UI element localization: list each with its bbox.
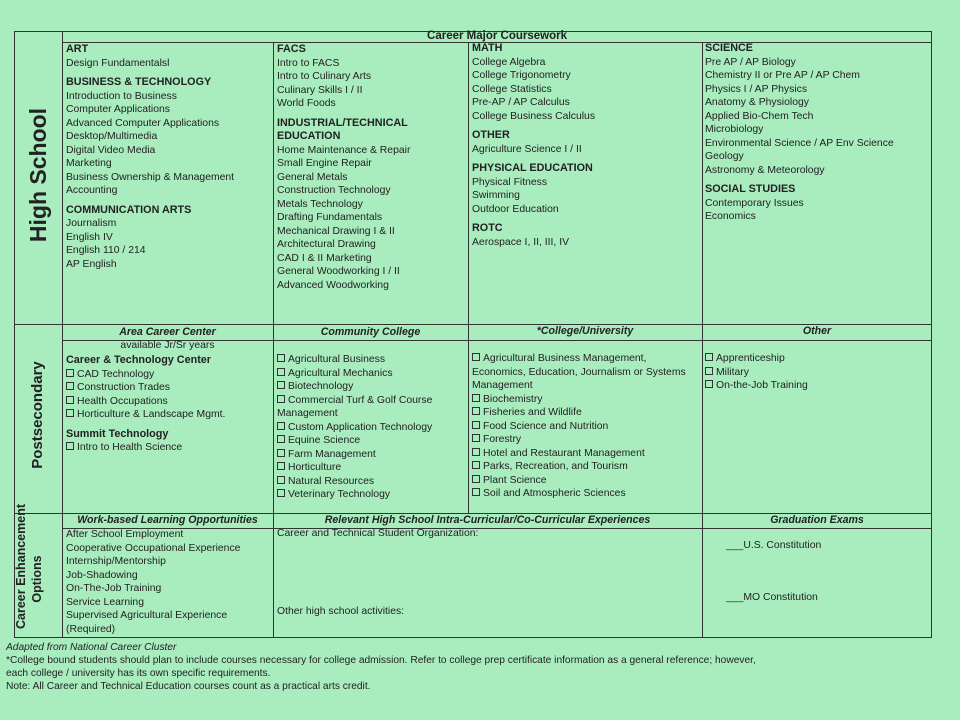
checklist-item (705, 366, 808, 380)
checklist-item (277, 421, 432, 435)
list-item: Anatomy & Physiology (705, 97, 809, 108)
list-item: Management (472, 380, 533, 391)
checkbox-icon (277, 435, 285, 443)
category-heading: SOCIAL STUDIES (705, 183, 796, 195)
header-community-college: Community College (320, 326, 421, 338)
checklist-item (66, 381, 225, 395)
checklist-item-label: Agricultural Business Management, (483, 353, 647, 364)
postsecondary-label: Postsecondary (29, 361, 46, 469)
list-item: Swimming (472, 190, 520, 201)
list-item: Accounting (66, 185, 118, 196)
list-item: Contemporary Issues (705, 197, 804, 209)
checkbox-icon (472, 461, 480, 469)
list-item: English IV (66, 231, 113, 243)
list-item: Aerospace I, II, III, IV (472, 236, 570, 248)
hs-col-math-other-pe-rotc (472, 42, 595, 249)
checkbox-icon (66, 396, 74, 404)
checkbox-icon (472, 353, 480, 361)
work-based-list (66, 528, 240, 636)
checklist-item-label: Horticulture (288, 462, 342, 473)
checklist-item (277, 367, 432, 381)
checklist-item-label: Hotel and Restaurant Management (483, 447, 645, 459)
checklist-item (472, 420, 686, 434)
list-item: Supervised Agricultural Experience (66, 610, 228, 621)
ps-col-area-career (66, 354, 225, 455)
ps-col-other (705, 352, 808, 393)
checklist-item-label: Equine Science (288, 435, 361, 446)
checklist-item (472, 433, 686, 447)
checklist-item (277, 394, 432, 408)
list-item: World Foods (277, 98, 336, 109)
category-heading: FACS (277, 43, 306, 55)
checklist-item-label: On-the-Job Training (716, 380, 808, 391)
category-heading: INDUSTRIAL/TECHNICAL (277, 116, 408, 129)
category-heading: BUSINESS & TECHNOLOGY (66, 76, 212, 88)
checklist-item-label: Soil and Atmospheric Sciences (483, 488, 626, 499)
checklist-item (66, 395, 225, 409)
hs-col-facs-industrial (277, 43, 410, 292)
checklist-item (472, 352, 686, 366)
checkbox-icon (66, 382, 74, 390)
list-item: After School Employment (66, 529, 184, 540)
list-item: Management (277, 408, 338, 419)
list-item: Pre AP / AP Biology (705, 56, 796, 68)
checklist-item-label: Military (716, 366, 749, 378)
checkbox-icon (277, 489, 285, 497)
checklist-item-label: CAD Technology (77, 368, 155, 380)
list-item: Metals Technology (277, 198, 363, 210)
header-college-university: *College/University (536, 325, 634, 337)
header-area-career-center: Area Career Center (119, 326, 216, 338)
note-practical-arts: Note: All Career and Technical Education courses count as a practical arts credit. (6, 681, 371, 692)
list-item: Economics, Education, Journalism or Systems (472, 366, 686, 378)
list-item: Advanced Woodworking (277, 279, 389, 291)
checklist-item (705, 352, 808, 366)
high-school-label: High School (25, 107, 51, 243)
career-enhancement-line1: Career Enhancement (14, 503, 28, 629)
list-item: Physics I / AP Physics (705, 83, 808, 95)
checklist-item-label: Forestry (483, 434, 522, 445)
header-relevant-experiences: Relevant High School Intra-Curricular/Co-Curricular Experiences (324, 514, 651, 526)
list-item: Desktop/Multimedia (66, 131, 158, 142)
list-item: Internship/Mentorship (66, 556, 166, 567)
list-item: Chemistry II or Pre AP / AP Chem (705, 70, 860, 81)
category-heading: Career & Technology Center (66, 354, 211, 366)
list-item: Job-Shadowing (66, 569, 138, 581)
checklist-item-label: Health Occupations (77, 395, 168, 407)
checklist-item (66, 368, 225, 382)
checkbox-icon (277, 354, 285, 362)
checklist-item-label: Agricultural Mechanics (288, 367, 393, 379)
category-heading: SCIENCE (705, 42, 753, 54)
list-item: Home Maintenance & Repair (277, 144, 411, 156)
checkbox-icon (66, 369, 74, 377)
checkbox-icon (472, 448, 480, 456)
category-heading: ART (66, 43, 89, 55)
checkbox-icon (472, 488, 480, 496)
checkbox-icon (472, 434, 480, 442)
career-enhancement-line2: Options (30, 555, 44, 603)
note-requirements: each college / university has its own specific requirements. (6, 668, 271, 679)
list-item: AP English (66, 258, 117, 270)
ps-col-community-college (277, 353, 432, 502)
note-college-bound: *College bound students should plan to include courses necessary for college admission. Refer to college prep certificate information as a general reference; however, (6, 655, 756, 666)
checkbox-icon (472, 394, 480, 402)
list-item: Business Ownership & Management (66, 171, 235, 183)
checklist-item (472, 487, 686, 501)
checklist-item-label: Biochemistry (483, 393, 543, 405)
list-item: Geology (705, 151, 744, 162)
list-item: Marketing (66, 158, 112, 169)
category-heading: MATH (472, 42, 503, 54)
category-heading: Summit Technology (66, 427, 169, 440)
list-item: College Business Calculus (472, 110, 596, 122)
list-item: Architectural Drawing (277, 239, 376, 250)
category-heading: PHYSICAL EDUCATION (472, 162, 593, 174)
list-item: Intro to FACS (277, 57, 340, 69)
checklist-item-label: Biotechnology (288, 381, 354, 392)
checklist-item (277, 434, 432, 448)
header-graduation-exams: Graduation Exams (770, 514, 864, 526)
checkbox-icon (705, 380, 713, 388)
us-constitution-exam: ___U.S. Constitution (726, 540, 822, 551)
cso-label: Career and Technical Student Organization: (277, 528, 479, 539)
list-item: Applied Bio-Chem Tech (705, 110, 814, 122)
list-item: Advanced Computer Applications (66, 117, 220, 129)
list-item: Physical Fitness (472, 176, 548, 188)
checklist-item-label: Apprenticeship (716, 353, 785, 364)
list-item: Culinary Skills I / II (277, 84, 363, 96)
list-item: CAD I & II Marketing (277, 252, 372, 264)
col-divider (273, 42, 274, 513)
checklist-item (472, 406, 686, 420)
checklist-item (66, 408, 225, 422)
list-item: Introduction to Business (66, 90, 177, 102)
checkbox-icon (705, 353, 713, 361)
checkbox-icon (277, 381, 285, 389)
checkbox-icon (472, 407, 480, 415)
checklist-item-label: Farm Management (288, 448, 376, 460)
checklist-item (472, 447, 686, 461)
checklist-item (472, 393, 686, 407)
list-item: Economics (705, 211, 756, 222)
checklist-item (277, 380, 432, 394)
list-item: On-The-Job Training (66, 583, 162, 594)
checklist-item (472, 474, 686, 488)
list-item: Intro to Culinary Arts (277, 71, 372, 82)
list-item: College Trigonometry (472, 70, 571, 81)
hs-col-science-social (705, 42, 894, 224)
mo-constitution-exam: ___MO Constitution (726, 592, 818, 603)
checkbox-icon (277, 449, 285, 457)
checkbox-icon (472, 475, 480, 483)
list-item: Construction Technology (277, 185, 391, 196)
category-heading: EDUCATION (277, 130, 341, 142)
checklist-item-label: Plant Science (483, 474, 547, 486)
header-work-based-learning: Work-based Learning Opportunities (77, 514, 258, 526)
category-heading: COMMUNICATION ARTS (66, 203, 192, 216)
list-item: Mechanical Drawing I & II (277, 225, 395, 237)
list-item: Pre-AP / AP Calculus (472, 97, 570, 108)
checklist-item-label: Custom Application Technology (288, 421, 433, 433)
list-item: Agriculture Science I / II (472, 143, 582, 155)
checkbox-icon (66, 442, 74, 450)
checkbox-icon (277, 395, 285, 403)
note-source: Adapted from National Career Cluster (6, 642, 177, 653)
col-divider (702, 42, 703, 513)
checklist-item (66, 441, 225, 455)
checkbox-icon (277, 422, 285, 430)
col-divider (273, 513, 274, 638)
checklist-item (472, 460, 686, 474)
other-activities-label: Other high school activities: (277, 606, 405, 617)
checklist-item-label: Fisheries and Wildlife (483, 407, 582, 418)
list-item: Journalism (66, 218, 117, 229)
list-item: Microbiology (705, 124, 764, 135)
col-divider (702, 513, 703, 638)
hs-col-art-business-communication (66, 43, 234, 271)
list-item: Environmental Science / AP Env Science (705, 137, 894, 149)
checkbox-icon (66, 409, 74, 417)
checklist-item-label: Natural Resources (288, 475, 375, 487)
list-item: General Woodworking I / II (277, 266, 400, 277)
checkbox-icon (277, 368, 285, 376)
checklist-item-label: Veterinary Technology (288, 489, 391, 500)
checklist-item (277, 461, 432, 475)
list-item: Small Engine Repair (277, 158, 372, 169)
list-item: Cooperative Occupational Experience (66, 542, 241, 554)
list-item: Digital Video Media (66, 144, 156, 156)
checklist-item-label: Food Science and Nutrition (483, 420, 609, 432)
category-heading: OTHER (472, 129, 510, 141)
checklist-item (277, 353, 432, 367)
checklist-item (277, 475, 432, 489)
list-item: Computer Applications (66, 104, 170, 115)
checkbox-icon (472, 421, 480, 429)
list-item: General Metals (277, 171, 348, 183)
checklist-item (705, 379, 808, 393)
list-item: (Required) (66, 623, 116, 635)
checklist-item (277, 488, 432, 502)
checkbox-icon (705, 367, 713, 375)
checklist-item-label: Intro to Health Science (77, 442, 183, 453)
header-other: Other (802, 325, 832, 337)
footnotes (6, 641, 756, 693)
list-item: Outdoor Education (472, 203, 559, 215)
list-item: Design Fundamentalsl (66, 57, 170, 69)
list-item: Service Learning (66, 596, 144, 608)
list-item: College Statistics (472, 83, 552, 95)
list-item: Drafting Fundamentals (277, 212, 383, 223)
checklist-item-label: Parks, Recreation, and Tourism (483, 461, 628, 472)
col-divider (468, 42, 469, 513)
checklist-item-label: Horticulture & Landscape Mgmt. (77, 409, 226, 420)
checklist-item-label: Construction Trades (77, 382, 170, 393)
list-item: Astronomy & Meteorology (705, 164, 825, 176)
checklist-item (277, 448, 432, 462)
category-heading: ROTC (472, 222, 503, 234)
checkbox-icon (277, 476, 285, 484)
career-enhancement-label (13, 503, 47, 629)
list-item: College Algebra (472, 56, 546, 68)
list-item: English 110 / 214 (66, 245, 146, 256)
checklist-item-label: Commercial Turf & Golf Course (288, 394, 433, 406)
area-career-note: available Jr/Sr years (120, 340, 215, 351)
page-title: Career Major Coursework (427, 30, 567, 42)
ps-col-college-university (472, 352, 686, 501)
checklist-item-label: Agricultural Business (288, 354, 386, 365)
checkbox-icon (277, 462, 285, 470)
